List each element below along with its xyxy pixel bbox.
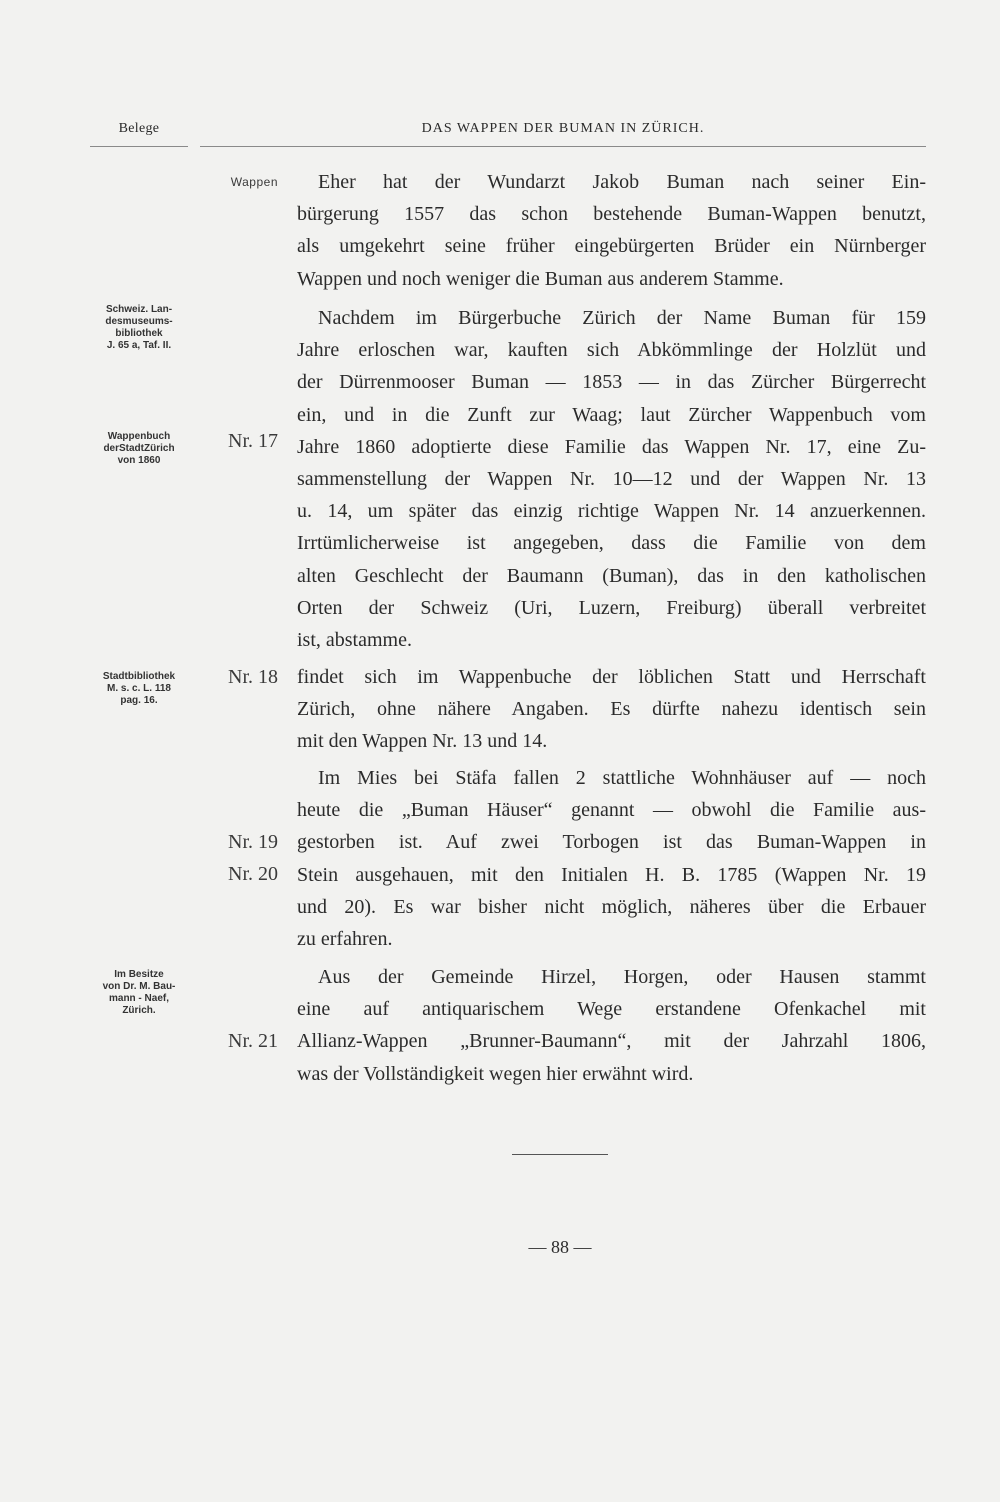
header-belege-label: Belege — [118, 121, 160, 136]
running-header-title: DAS WAPPEN DER BUMAN IN ZÜRICH. — [421, 121, 705, 136]
margin-note-nr17: Nr. 17 — [228, 430, 278, 452]
text-line: Zürich, ohne nähere Angaben. Es dürfte nahezu identisch sein — [297, 698, 926, 721]
citation-line: mann - Naef, — [108, 993, 169, 1004]
text-line: alten Geschlecht der Baumann (Buman), das in den katholischen — [297, 564, 926, 587]
text-line: Orten der Schweiz (Uri, Luzern, Freiburg) überall verbreitet — [297, 596, 926, 619]
margin-note-nr19: Nr. 19 — [228, 831, 278, 853]
text-line: Eher hat der Wundarzt Jakob Buman nach seiner Ein- — [318, 171, 926, 193]
text-line: eine auf antiquarischem Wege erstandene Ofenkachel mit — [297, 998, 926, 1021]
text-line: ein, und in die Zunft zur Waag; laut Zürcher Wappenbuch vom — [297, 403, 926, 426]
citation-wappenbuch-1860 — [82, 431, 196, 467]
header-rule-main — [200, 146, 926, 147]
text-line: findet sich im Wappenbuche der löblichen Statt und Herrschaft — [297, 666, 926, 688]
text-line: Aus der Gemeinde Hirzel, Horgen, oder Hausen stammt — [318, 966, 926, 988]
text-line: bürgerung 1557 das schon bestehende Buman-Wappen benutzt, — [297, 203, 926, 226]
text-line: mit den Wappen Nr. 13 und 14. — [297, 730, 548, 753]
text-line: zu erfahren. — [297, 927, 393, 950]
text-line: Allianz-Wappen „Brunner-Baumann“, mit der Jahrzahl 1806, — [297, 1030, 926, 1053]
paragraph — [297, 302, 926, 656]
page-number: — 88 — — [528, 1237, 592, 1257]
text-line: Stein ausgehauen, mit den Initialen H. B. 1785 (Wappen Nr. 19 — [297, 863, 926, 886]
paragraph — [297, 661, 926, 758]
text-line: und 20). Es war bisher nicht möglich, näheres über die Erbauer — [297, 895, 926, 918]
citation-stadtbibliothek — [82, 671, 196, 707]
text-line: der Dürrenmooser Buman — 1853 — in das Zürcher Bürgerrecht — [297, 371, 926, 394]
text-line: Jahre 1860 adoptierte diese Familie das Wappen Nr. 17, eine Zu- — [297, 435, 926, 458]
text-line: was der Vollständigkeit wegen hier erwähnt wird. — [297, 1062, 694, 1085]
citation-line: von 1860 — [117, 455, 161, 466]
header-rule-left — [90, 146, 188, 147]
text-line: gestorben ist. Auf zwei Torbogen ist das Buman-Wappen in — [297, 831, 926, 854]
citation-line: bibliothek — [115, 328, 163, 339]
margin-note-nr18: Nr. 18 — [228, 666, 278, 688]
citation-line: M. s. c. L. 118 — [107, 683, 171, 694]
text-line: Nachdem im Bürgerbuche Zürich der Name Buman für 159 — [318, 307, 926, 329]
margin-note-nr20: Nr. 20 — [228, 863, 278, 885]
citation-line: derStadtZürich — [103, 443, 175, 454]
paragraph — [297, 961, 926, 1090]
citation-landesmuseum — [82, 304, 196, 352]
citation-line: von Dr. M. Bau- — [102, 981, 176, 992]
citation-line: Zürich. — [122, 1005, 156, 1016]
text-line: Irrtümlicherweise ist angegeben, dass die Familie von dem — [297, 532, 926, 555]
citation-line: desmuseums- — [105, 316, 173, 327]
text-line: sammenstellung der Wappen Nr. 10—12 und der Wappen Nr. 13 — [297, 467, 926, 490]
citation-line: J. 65 a, Taf. II. — [106, 340, 172, 351]
margin-note-nr21: Nr. 21 — [228, 1030, 278, 1052]
text-line: Wappen und noch weniger die Buman aus anderem Stamme. — [297, 267, 784, 290]
citation-line: Schweiz. Lan- — [105, 304, 173, 315]
text-line: u. 14, um später das einzig richtige Wappen Nr. 14 anzuerkennen. — [297, 500, 926, 523]
text-line: Im Mies bei Stäfa fallen 2 stattliche Wohnhäuser auf — noch — [318, 767, 926, 789]
paragraph — [297, 166, 926, 295]
paragraph — [297, 762, 926, 955]
text-line: Jahre erloschen war, kauften sich Abkömmlinge der Holzlüt und — [297, 339, 926, 362]
text-line: heute die „Buman Häuser“ genannt — obwohl die Familie aus- — [297, 799, 926, 822]
citation-line: Im Besitze — [114, 969, 164, 980]
citation-line: Wappenbuch — [107, 431, 171, 442]
citation-line: pag. 16. — [120, 695, 158, 706]
text-line: als umgekehrt seine früher eingebürgerten Brüder ein Nürnberger — [297, 235, 926, 258]
margin-note-wappen: Wappen — [230, 175, 278, 189]
citation-line: Stadtbibliothek — [102, 671, 176, 682]
section-end-rule — [512, 1154, 608, 1155]
citation-privatbesitz — [82, 969, 196, 1017]
text-line: ist, abstamme. — [297, 628, 412, 651]
